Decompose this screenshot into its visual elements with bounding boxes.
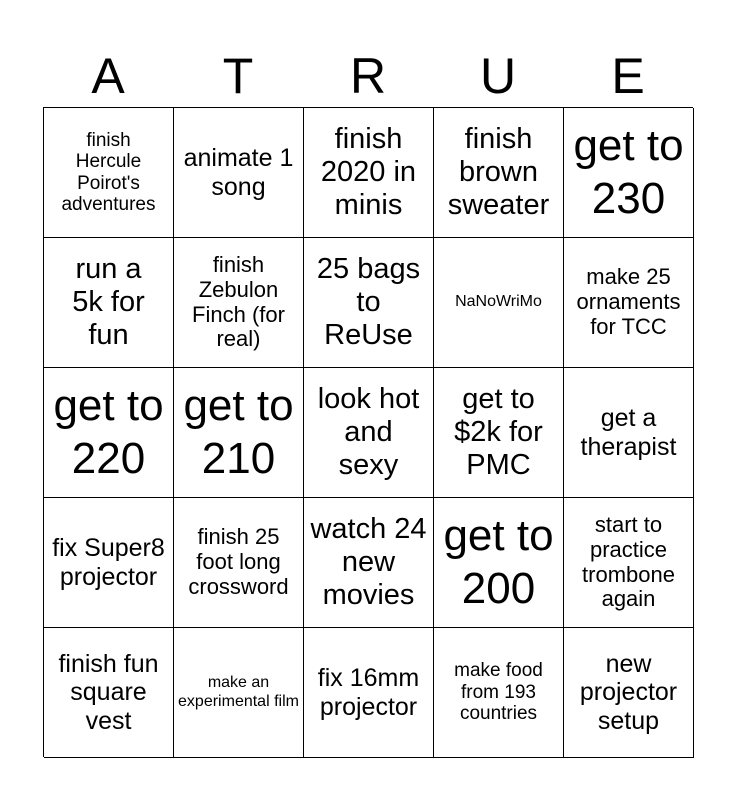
bingo-cell-text: finish 25 foot long crossword [188,524,289,599]
bingo-header [43,44,693,108]
bingo-cell-text: get to 220 [53,380,164,483]
bingo-cell-text: fix Super8 projector [52,534,165,591]
bingo-cell[interactable] [564,498,694,628]
bingo-cell-text: make an experimental film [178,674,299,710]
bingo-cell[interactable] [434,498,564,628]
bingo-cell-text: get a therapist [580,404,677,461]
bingo-cell-text: look hot and sexy [317,383,420,481]
bingo-cell-text: fix 16mm projector [317,664,420,721]
bingo-cell[interactable] [174,238,304,368]
bingo-cell[interactable] [434,628,564,758]
header-letter-t: T [222,48,254,104]
bingo-cell[interactable] [564,108,694,238]
bingo-cell[interactable] [304,238,434,368]
bingo-cell-text: get to 230 [573,120,684,223]
bingo-cell[interactable] [434,368,564,498]
bingo-cell[interactable] [44,498,174,628]
bingo-cell[interactable] [174,498,304,628]
bingo-cell[interactable] [304,498,434,628]
bingo-cell[interactable] [304,628,434,758]
bingo-cell-text: run a 5k for fun [72,253,145,351]
bingo-cell-text: get to 200 [443,510,554,613]
bingo-cell-text: finish 2020 in minis [320,123,417,221]
bingo-cell[interactable] [434,238,564,368]
header-letter-u: U [479,48,517,104]
bingo-cell[interactable] [174,368,304,498]
bingo-cell[interactable] [564,628,694,758]
bingo-cell-text: new projector setup [579,650,678,735]
bingo-cell-text: make 25 ornaments for TCC [576,264,681,339]
bingo-cell-text: get to 210 [183,380,294,483]
bingo-cell-text: 25 bags to ReUse [316,253,421,351]
header-letter-r: R [349,48,387,104]
bingo-cell-text: animate 1 song [183,144,294,201]
header-letter-e: E [611,48,645,104]
bingo-cell[interactable] [44,628,174,758]
bingo-cell-text: get to $2k for PMC [454,383,543,481]
bingo-cell[interactable] [174,108,304,238]
bingo-cell[interactable] [304,368,434,498]
bingo-cell-text: finish Hercule Poirot's adventures [61,129,156,215]
bingo-board [43,107,693,757]
bingo-cell[interactable] [304,108,434,238]
bingo-cell-text: finish brown sweater [447,123,550,221]
bingo-cell[interactable] [44,368,174,498]
bingo-cell[interactable] [564,238,694,368]
bingo-cell-text: finish Zebulon Finch (for real) [192,251,285,352]
header-letter-a: A [91,48,125,104]
bingo-cell[interactable] [434,108,564,238]
bingo-cell-text: watch 24 new movies [310,513,427,611]
bingo-cell-text: start to practice trombone again [582,511,675,612]
bingo-cell-text: finish fun square vest [58,650,159,735]
bingo-cell[interactable] [44,108,174,238]
bingo-cell[interactable] [174,628,304,758]
bingo-cell-text: NaNoWriMo [455,293,542,311]
bingo-cell[interactable] [44,238,174,368]
bingo-cell[interactable] [564,368,694,498]
bingo-cell-text: make food from 193 countries [454,660,543,725]
